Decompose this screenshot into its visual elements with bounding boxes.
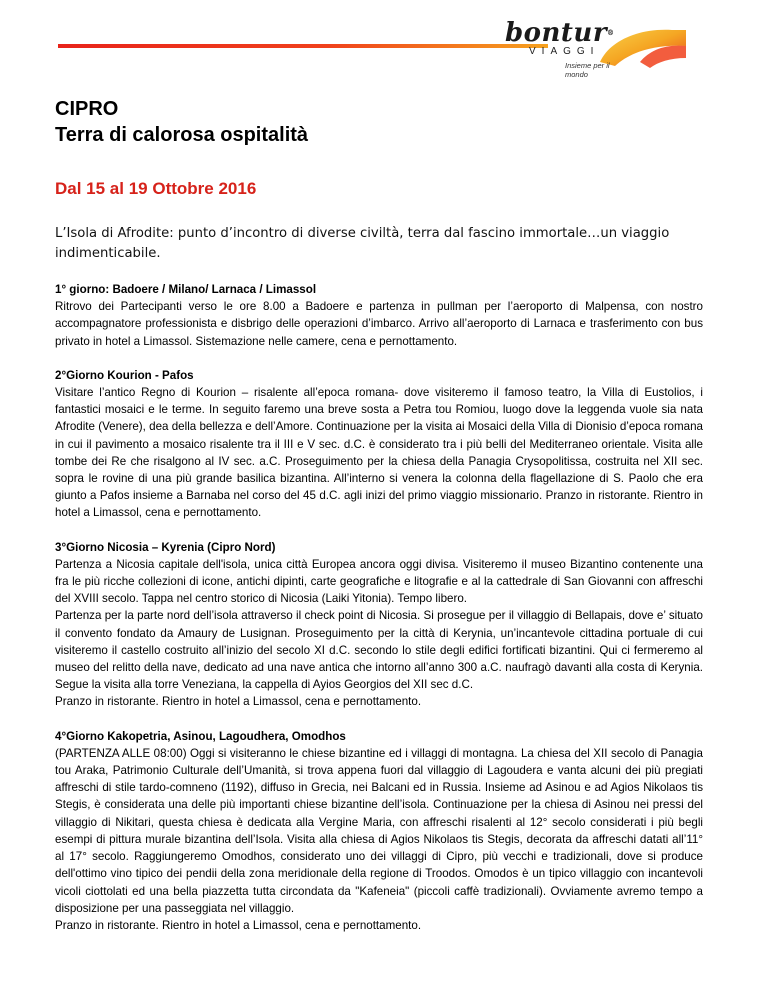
- day-3-paragraph: Pranzo in ristorante. Rientro in hotel a Limassol, cena e pernottamento.: [55, 695, 422, 709]
- day-3-heading: 3°Giorno Nicosia – Kyrenia (Cipro Nord): [55, 540, 276, 554]
- page-title: [55, 96, 703, 148]
- day-3-section: [55, 539, 703, 711]
- brand-logo: [505, 20, 625, 79]
- header-red-line: [58, 44, 548, 48]
- title-line-2: Terra di calorosa ospitalità: [55, 124, 309, 146]
- day-2-section: [55, 367, 703, 522]
- day-1-paragraph: Ritrovo dei Partecipanti verso le ore 8.00 a Badoere e partenza in pullman per l’aeroporto di Malpensa, con nostro accompagnatore professionista e disbrigo delle operazioni d’imbarco. Arrivo all’aeroporto di Larnaca e trasferimento con bus privato in hotel a Limassol. Sistemazione nelle camere, cena e pernottamento.: [55, 300, 703, 348]
- day-2-heading: 2°Giorno Kourion - Pafos: [55, 368, 194, 382]
- day-1-heading: 1° giorno: Badoere / Milano/ Larnaca / Limassol: [55, 283, 317, 296]
- page-header: [0, 0, 768, 90]
- day-1-section: [55, 281, 703, 350]
- document-content: [55, 96, 703, 934]
- brand-subtitle: VIAGGI: [529, 46, 600, 57]
- trip-dates: Dal 15 al 19 Ottobre 2016: [55, 179, 257, 198]
- brand-tagline: Insieme per il mondo: [565, 61, 610, 79]
- day-4-heading: 4°Giorno Kakopetria, Asinou, Lagoudhera, Omodhos: [55, 729, 346, 743]
- day-4-section: [55, 728, 703, 934]
- day-4-paragraph: (PARTENZA ALLE 08:00) Oggi si visiteranno le chiese bizantine ed i villaggi di montagna. La chiesa del XII secolo di Panagia tou Araka, Patrimonio Culturale dell’Umanità, si trova appena fuori dal villaggio di Lagoudera e vanta alcuni dei più pregiati affreschi di stile tardo-comneno (1192), diffuso in Grecia, nei Balcani ed in Russia. Insieme ad Asinou e ad Agios Nikolaos tis Stegis, è considerata una delle più importanti chiese bizantine dell’isola. Continuazione per la chiesa di Asinou nei pressi del villaggio di Nikitari, questa chiesa è dedicata alla Vergine Maria, con affreschi risalenti al 12° secolo considerati i più begli esempi di pittura murale bizantina dell’Isola. Visita alla chiesa di Agios Nikolaos tis Stegis, decorata da affreschi datati all’11° al 17° secolo. Raggiungeremo Omodhos, considerato uno dei villaggi di Cipro, più vecchi e tradizionali, dove si produce dell'ottimo vino tipico dei pendii della zona meridionale della regione di Troodos. Omodos è un tipico villaggio con incantevoli vicoli ciottolati ed una bella piazzetta tutta circondata da "Kafeneia" (piccoli caffè tradizionali). Ovviamente avremo tempo a disposizione per una passeggiata nel villaggio.: [55, 746, 703, 915]
- title-line-1: CIPRO: [55, 98, 119, 120]
- day-4-paragraph: Pranzo in ristorante. Rientro in hotel a Limassol, cena e pernottamento.: [55, 918, 422, 932]
- day-2-paragraph: Visitare l’antico Regno di Kourion – risalente all’epoca romana- dove visiteremo il famoso teatro, la Villa di Eustolios, i fantastici mosaici e le terme. In seguito faremo una breve sosta a Petra tou Romiou, luogo dove la leggenda vuole sia nata Afrodite (Venere), dea della bellezza e dell’Amore. Continuazione per la visita ai Mosaici della Villa di Dionisio d’epoca romana in cui il pavimento a mosaico risalente tra il III e V sec. d.C. è considerato tra i più belli del Mediterraneo orientale. Visita alle tombe dei Re che risalgono al IV sec. a.C. Proseguimento per la chiesa della Panagia Crysopolitissa, costruita nel XII sec. sopra le rovine di una più grande basilica bizantina. All’interno si venera la colonna della flagellazione di S. Paolo che era giunto a Pafos insieme a Barnaba nel corso del 45 d.C. agli inizi del primo viaggio missionario. Pranzo in ristorante. Rientro in hotel a Limassol, cena e pernottamento.: [55, 386, 703, 520]
- day-3-paragraph: Partenza a Nicosia capitale dell'isola, unica città Europea ancora oggi divisa. Visiteremo il museo Bizantino contenente una fra le più ricche collezioni di icone, antichi dipinti, carte geografiche e litografie e al la cattedrale di San Giovanni con affreschi del XVIII secolo. Tappa nel centro storico di Nicosia (Laiki Yitonia). Tempo libero.: [55, 557, 703, 606]
- intro-text: L’Isola di Afrodite: punto d’incontro di diverse civiltà, terra dal fascino immortale…un viaggio indimenticabile.: [55, 226, 670, 261]
- day-3-paragraph: Partenza per la parte nord dell’isola attraverso il check point di Nicosia. Si prosegue per il villaggio di Bellapais, dove e’ situato il convento fondato da Amaury de Lusignan. Proseguimento per la città di Kerynia, un’incantevole cittadina portuale di cui visiteremo il castello costruito all’inizio del secolo XI d.C. secondo lo stile degli edifici fortificati bizantini. Qui ci fermeremo al museo del relitto della nave, dedicato ad una nave antica che intorno all’anno 300 a.C. naufragò davanti alla costa di Kerynia. Segue la visita alla torre Veneziana, la cappella di Ayios Georgios del XII sec d.C.: [55, 609, 703, 692]
- brand-name: bontur®: [505, 18, 615, 48]
- header-swoosh-graphic: [0, 0, 768, 90]
